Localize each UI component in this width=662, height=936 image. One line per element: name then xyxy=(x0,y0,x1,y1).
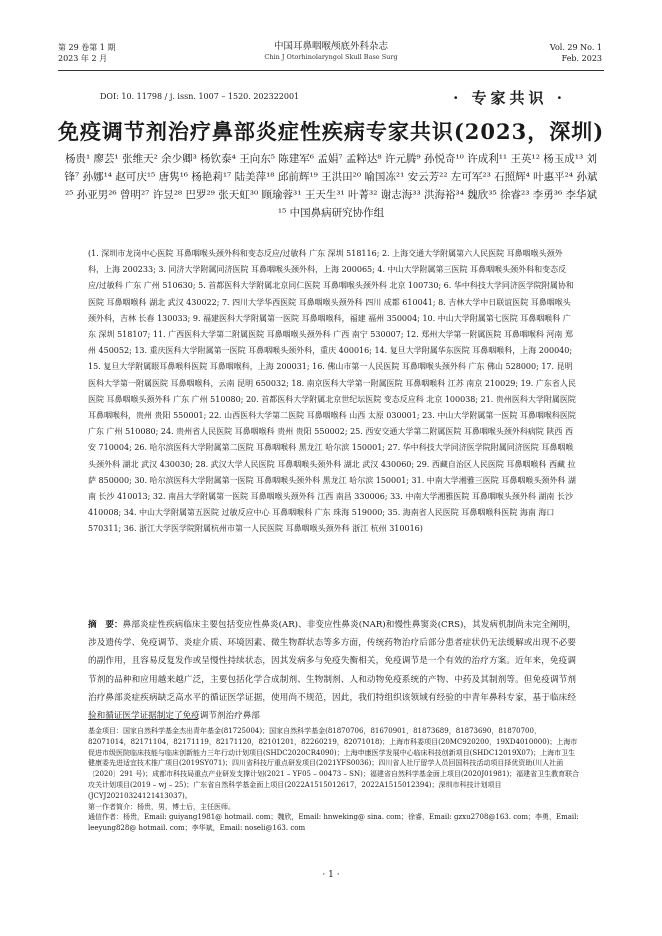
volume-date: Feb. 2023 xyxy=(561,54,602,63)
abstract xyxy=(88,616,576,725)
header-divider xyxy=(58,70,604,71)
abstract-text: 鼻部炎症性疾病临床主要包括变应性鼻炎(AR)、非变应性鼻炎(NAR)和慢性鼻窦炎(CRS)，其发病机制尚未完全阐明，涉及遗传学、免疫调节、炎症介质、环境因素、微生物群状态等多方面，传统药物治疗后部分患者症状仍无法缓解或出现不必要的副作用，且容易反复发作或呈慢性持续状态，因其发病多与免疫失衡相关，免疫调节是一个有效的治疗方案。近年来，免疫调节剂的品种和应用越来越广泛，主要包括化学合成制剂、生物制剂、人和动物免疫系统的产物、中药及其制剂等。但免疫调节剂治疗鼻部炎症疾病缺乏高水平的循证医学证据，使用尚不规范，因此，我们特组织该领域有经验的中青年鼻科专家，基于临床经验和循证医学证据制定了免疫调节剂治疗鼻部 xyxy=(88,620,576,722)
author-list: 杨贵¹ 廖芸¹ 张维天² 余少卿³ 杨钦泰⁴ 王向东⁵ 陈建军⁶ 孟娟⁷ 孟粹达⁸ 许元腾⁹ 孙悦奇¹⁰ 许成利¹¹ 王英¹² 杨玉成¹³ 刘锋⁷ 孙娜¹⁴ 赵可庆¹⁵ 唐隽¹⁶ 杨艳莉¹⁷ 陆美萍¹⁸ 邱前辉¹⁹ 王洪田²⁰ 喻国冻²¹ 安云芳²² 左可军²³ 石照辉⁴ 叶惠平²⁴ 孙斌²⁵ 孙亚男²⁶ 曾明²⁷ 许昱²⁸ 巴罗²⁹ 张天虹³⁰ 顾瑜蓉³¹ 王天生³¹ 叶菁³² 谢志海³³ 洪海裕³⁴ 魏欣³⁵ 徐睿²³ 李勇³⁶ 李华斌¹⁵ 中国鼻病研究协作组 xyxy=(64,153,598,219)
journal-name-en: Chin J Otorhinolaryngol Skull Base Surg xyxy=(264,53,398,61)
abstract-label: 摘 要： xyxy=(88,620,123,630)
funding-note: 基金项目：国家自然科学基金杰出青年基金(81725004)；国家自然科学基金(81870706，81670901，81873689，81873690，81870700，82071014，82171104，82171119，82171120，82101201，82260219，82071018)；上海市科委项目(20MC920200，19XD4010000)；上海市促进市级医院临床技能与临床创新能力三年行动计划项目(SHDC2020CR4090)；上海申康医学发展中心临床科技创新项目(SHDC12019X07)；上海市卫生健康委先进适宜技术推广项目(2019SY071)；四川省科技厅重点研发项目(2021YFS0036)；四川省人社厅留学人员回国科技活动项目择优资助(川人社函〔2020〕291 号)；成都市科技局重点产业研发支撑计划(2021 – YF05 – 00473 – SN)；福建省自然科学基金面上项目(2020J01981)；福建省卫生教育联合攻关计划项目(2019 – wj – 25)；广东省自然科学基金面上项目(2022A1515012617，2022A1515012394)；深圳市科技计划项目(JCYJ20210324121413037)。 xyxy=(88,727,580,800)
volume-info xyxy=(550,42,602,64)
volume-number: Vol. 29 No. 1 xyxy=(549,43,602,52)
affiliations: (1. 深圳市龙岗中心医院 耳鼻咽喉头颈外科和变态反应/过敏科 广东 深圳 518116; 2. 上海交通大学附属第六人民医院 耳鼻咽喉头颈外科，上海 200233; 3. 同济大学附属同济医院 耳鼻咽喉头颈外科，上海 200065; 4. 中山大学附属第三医院 耳鼻咽喉头颈外科和变态反应/过敏科 广东 广州 510630; 5. 首都医科大学附属北京同仁医院 耳鼻咽喉头颈外科 北京 100730; 6. 华中科技大学同济医学院附属协和医院 耳鼻咽喉科 湖北 武汉 430022; 7. 四川大学华西医院 耳鼻咽喉头颈外科 四川 成都 610041; 8. 吉林大学中日联谊医院 耳鼻咽喉头颈外科，吉林 长春 130033; 9. 福建医科大学附属第一医院 耳鼻咽喉科，福建 福州 350004; 10. 中山大学附属第七医院 耳鼻咽喉科 广东 深圳 518107; 11. 广西医科大学第二附属医院 耳鼻咽喉头颈外科 广西 南宁 530007; 12. 郑州大学第一附属医院 耳鼻咽喉科 河南 郑州 450052; 13. 重庆医科大学附属第一医院 耳鼻咽喉头颈外科，重庆 400016; 14. 复旦大学附属华东医院 耳鼻咽喉科，上海 200040; 15. 复旦大学附属眼耳鼻喉科医院 耳鼻咽喉科，上海 200031; 16. 佛山市第一人民医院 耳鼻咽喉头颈外科 广东 佛山 528000; 17. 昆明医科大学第一附属医院 耳鼻咽喉科，云南 昆明 650032; 18. 南京医科大学第一附属医院 耳鼻咽喉科 江苏 南京 210029; 19. 广东省人民医院 耳鼻咽喉头颈外科 广东 广州 510080; 20. 首都医科大学附属北京世纪坛医院 变态反应科 北京 100038; 21. 贵州医科大学附属医院 耳鼻咽喉科，贵州 贵阳 550001; 22. 山西医科大学第二医院 耳鼻咽喉科 山西 太原 030001; 23. 中山大学附属第一医院 耳鼻咽喉科医院 广东 广州 510080; 24. 贵州省人民医院 耳鼻咽喉科 贵州 贵阳 550002; 25. 西安交通大学第二附属医院 耳鼻咽喉头颈外科病院 陕西 西安 710004; 26. 哈尔滨医科大学附属第二医院 耳鼻咽喉科 黑龙江 哈尔滨 150001; 27. 华中科技大学同济医学院附属同济医院 耳鼻咽喉头颈外科 湖北 武汉 430030; 28. 武汉大学人民医院 耳鼻咽喉头颈外科 湖北 武汉 430060; 29. 西藏自治区人民医院 耳鼻咽喉科 西藏 拉萨 850000; 30. 哈尔滨医科大学附属第一医院 耳鼻咽喉头颈外科 黑龙江 哈尔滨 150001; 31. 中南大学湘雅三医院 耳鼻咽喉头颈外科 湖南 长沙 410013; 32. 南昌大学附属第一医院 耳鼻咽喉头颈外科 江西 南昌 330006; 33. 中南大学湘雅医院 耳鼻咽喉头颈外科 湖南 长沙 410008; 34. 中山大学附属第五医院 过敏反应中心 耳鼻咽喉科 广东 珠海 519000; 35. 海南省人民医院 耳鼻咽喉科医院 海南 海口 570311; 36. 浙江大学医学院附属杭州市第一人民医院 耳鼻咽喉头颈外科 浙江 杭州 310016) xyxy=(88,249,576,534)
column-tag: · 专家共识 · xyxy=(453,89,566,107)
page-number: · 1 · xyxy=(322,870,340,880)
article-title: 免疫调节剂治疗鼻部炎症性疾病专家共识(2023，深圳) xyxy=(57,119,605,144)
footnote-divider xyxy=(88,719,198,720)
doi: DOI: 10. 11798 / j. issn. 1007 – 1520. 202322001 xyxy=(100,92,300,101)
first-author-note: 第一作者简介：杨贵，男，博士后，主任医师。 xyxy=(88,802,235,811)
footnote xyxy=(88,726,580,834)
journal-name-cn: 中国耳鼻咽喉颅底外科杂志 xyxy=(273,41,388,52)
issue-number: 第 29 卷第 1 期 xyxy=(58,43,116,52)
issue-date: 2023 年 2 月 xyxy=(58,54,108,63)
correspondence-note: 通信作者：杨贵，Email: guiyang1981@ hotmail. com；魏欣，Email: hnweking@ sina. com；徐睿，Email: gzxu2708@163. com；李勇，Email: leeyung828@ hotmail. com；李华斌，Email: noseli@163. com xyxy=(88,813,579,833)
